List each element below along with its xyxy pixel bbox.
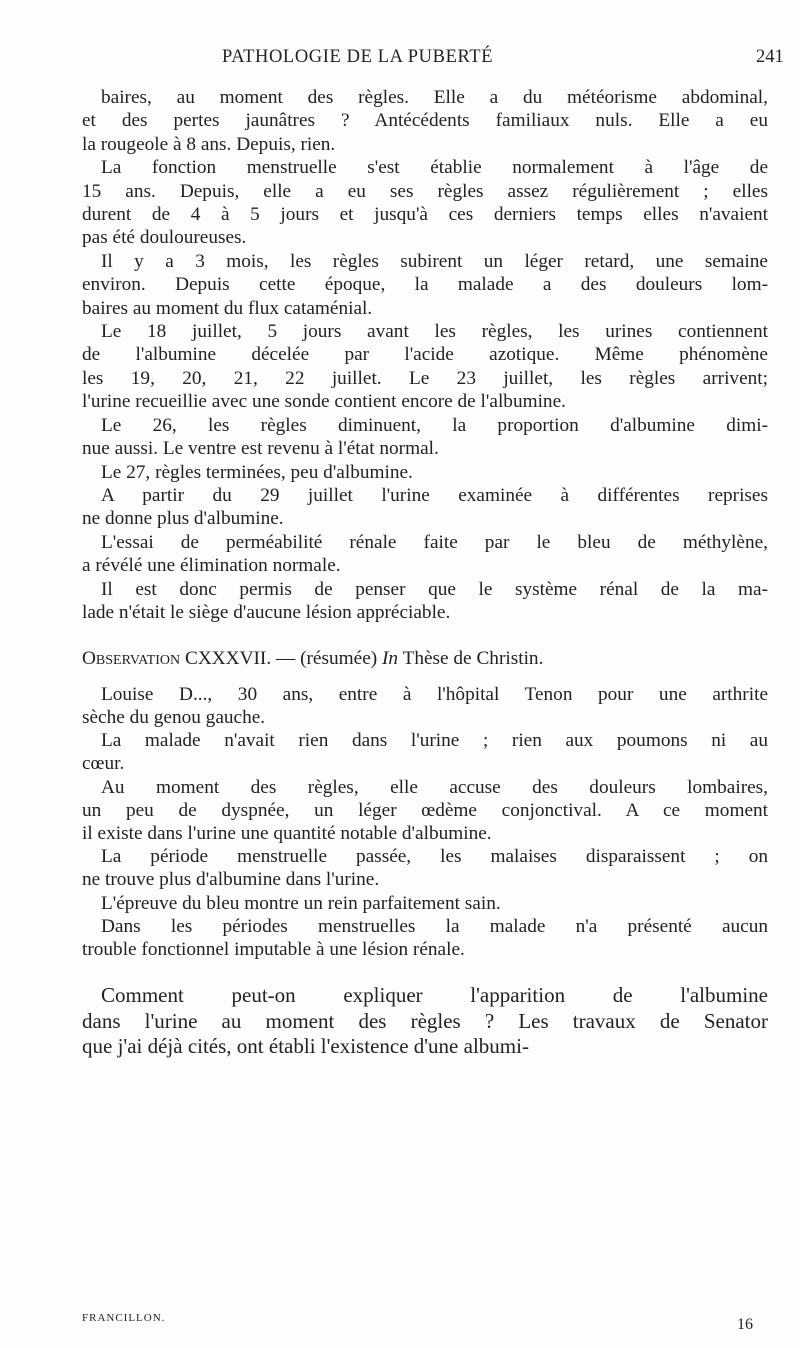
text-line: Le 27, règles terminées, peu d'albumine. [101, 461, 413, 483]
text-line: les 19, 20, 21, 22 juillet. Le 23 juillet, les règles arrivent; [82, 367, 768, 389]
page-footer [82, 1312, 768, 1340]
running-head [0, 47, 800, 71]
text-line: Dans les périodes menstruelles la malade n'a présenté aucun [101, 915, 768, 937]
paragraph [82, 156, 768, 250]
text-line: baires, au moment des règles. Elle a du météorisme abdominal, [101, 87, 768, 108]
paragraph [82, 484, 768, 531]
paragraph [82, 983, 768, 1060]
text-line: pas été douloureuses. [82, 227, 247, 249]
text-line: L'épreuve du bleu montre un rein parfaitement sain. [101, 892, 501, 914]
text-line: L'essai de perméabilité rénale faite par le bleu de méthylène, [101, 531, 768, 553]
text-line: ne trouve plus d'albumine dans l'urine. [82, 869, 380, 891]
text-line: Il y a 3 mois, les règles subirent un léger retard, une semaine [101, 250, 768, 272]
text-line: que j'ai déjà cités, ont établi l'existence d'une albumi- [82, 1034, 529, 1059]
page-number: 241 [756, 47, 784, 67]
paragraph [82, 86, 768, 156]
text-line: ne donne plus d'albumine. [82, 508, 284, 530]
paragraph [82, 250, 768, 320]
text-line: Le 26, les règles diminuent, la proportion d'albumine dimi- [101, 414, 768, 436]
paragraph [82, 729, 768, 775]
observation-heading [82, 647, 768, 670]
text-line: environ. Depuis cette époque, la malade a des douleurs lom- [82, 274, 768, 296]
sheet-number: 16 [737, 1316, 753, 1333]
observation-text [82, 683, 768, 961]
paragraph [82, 578, 768, 625]
observation-in: In [382, 648, 399, 670]
paragraph [82, 461, 768, 484]
case-description [82, 86, 768, 624]
paragraph [82, 892, 768, 915]
paragraph [82, 320, 768, 414]
text-line: la rougeole à 8 ans. Depuis, rien. [82, 133, 336, 155]
text-line: Comment peut-on expliquer l'apparition de l'albumine [101, 983, 768, 1008]
discussion-text [82, 983, 768, 1060]
paragraph [82, 414, 768, 461]
text-line: La période menstruelle passée, les malaises disparaissent ; on [101, 846, 768, 868]
text-line: l'urine recueillie avec une sonde contient encore de l'albumine. [82, 391, 566, 413]
text-line: sèche du genou gauche. [82, 706, 266, 728]
text-line: La malade n'avait rien dans l'urine ; rien aux poumons ni au [101, 730, 768, 752]
text-line: il existe dans l'urine une quantité notable d'albumine. [82, 822, 492, 844]
observation-number: CXXXVII. — (résumée) [184, 648, 378, 670]
text-line: trouble fonctionnel imputable à une lésion rénale. [82, 938, 465, 960]
observation-label: Observation [82, 648, 181, 670]
text-line: baires au moment du flux cataménial. [82, 297, 373, 319]
running-title: PATHOLOGIE DE LA PUBERTÉ [222, 47, 494, 67]
printer-signature: FRANCILLON. [82, 1312, 166, 1324]
text-line: 15 ans. Depuis, elle a eu ses règles assez régulièrement ; elles [82, 180, 768, 202]
paragraph [82, 776, 768, 846]
text-line: Il est donc permis de penser que le système rénal de la ma- [101, 578, 768, 600]
text-line: nue aussi. Le ventre est revenu à l'état normal. [82, 438, 439, 460]
paragraph [82, 531, 768, 578]
paragraph [82, 915, 768, 961]
observation-source: Thèse de Christin. [402, 648, 544, 670]
text-line: La fonction menstruelle s'est établie normalement à l'âge de [101, 157, 768, 179]
text-line: durent de 4 à 5 jours et jusqu'à ces derniers temps elles n'avaient [82, 204, 768, 226]
paragraph [82, 683, 768, 729]
paragraph [82, 845, 768, 891]
text-line: dans l'urine au moment des règles ? Les travaux de Senator [82, 1008, 768, 1033]
text-line: lade n'était le siège d'aucune lésion appréciable. [82, 601, 451, 623]
text-line: et des pertes jaunâtres ? Antécédents familiaux nuls. Elle a eu [82, 110, 768, 132]
text-line: Le 18 juillet, 5 jours avant les règles, les urines contiennent [101, 321, 768, 343]
text-line: a révélé une élimination normale. [82, 555, 341, 577]
text-line: Au moment des règles, elle accuse des douleurs lombaires, [101, 776, 768, 798]
text-line: A partir du 29 juillet l'urine examinée à différentes reprises [101, 484, 768, 506]
text-line: Louise D..., 30 ans, entre à l'hôpital Tenon pour une arthrite [101, 683, 768, 705]
body-text [82, 86, 768, 1060]
text-line: un peu de dyspnée, un léger œdème conjonctival. A ce moment [82, 799, 768, 821]
text-line: de l'albumine décelée par l'acide azotique. Même phénomène [82, 344, 768, 366]
text-line: cœur. [82, 753, 125, 775]
